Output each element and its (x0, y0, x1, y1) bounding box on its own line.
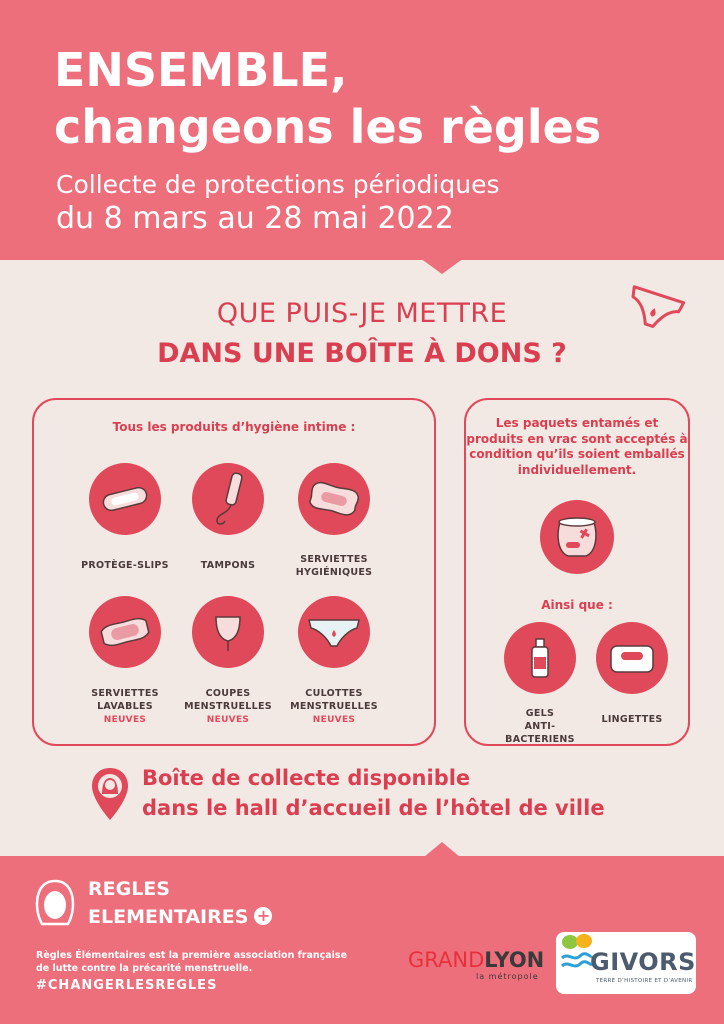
givors-tagline: TERRE D’HISTOIRE ET D’AVENIR (596, 978, 693, 984)
subtitle-dates: du 8 mars au 28 mai 2022 (56, 201, 454, 236)
panty-liner-icon (89, 463, 161, 535)
label-serviettes-hygieniques: SERVIETTES HYGIÉNIQUES (295, 554, 373, 578)
regles-elementaires-logo-icon (32, 878, 78, 930)
location-line1: Boîte de collecte disponible (142, 766, 471, 790)
givors-emblem-icon (560, 932, 594, 976)
location-pin-icon (90, 766, 130, 822)
grandlyon-logo: GRANDLYON (408, 948, 545, 972)
plus-icon: + (254, 907, 272, 925)
org-description-line1: Règles Élémentaires est la première association française (36, 950, 348, 961)
header-notch (420, 258, 464, 274)
label-protege-slips: PROTÈGE-SLIPS (81, 560, 169, 571)
tag-neuves: NEUVES (312, 714, 356, 725)
hand-gel-icon (504, 622, 576, 694)
header-banner (0, 0, 724, 260)
wrapped-bag-icon (540, 500, 614, 574)
wipes-icon (596, 622, 668, 694)
org-name-line2: ELEMENTAIRES + (88, 906, 272, 928)
grandlyon-subtitle: la métropole (476, 972, 539, 981)
also-label: Ainsi que : (541, 598, 613, 612)
org-description-line2: de lutte contre la précarité menstruelle. (36, 963, 253, 974)
tag-neuves: NEUVES (103, 714, 147, 725)
left-panel-title: Tous les produits d’hygiène intime : (112, 420, 356, 434)
label-lingettes: LINGETTES (601, 714, 663, 725)
footer-notch (424, 842, 460, 857)
page-title-line1: ENSEMBLE, (54, 43, 348, 97)
label-serviettes-lavables: SERVIETTES LAVABLES NEUVES (75, 688, 175, 726)
tampon-icon (192, 463, 264, 535)
right-panel-title: Les paquets entamés et produits en vrac sont acceptés à condition qu’ils soient emballés individuellement. (466, 416, 688, 477)
givors-logo-text: GIVORS (590, 948, 696, 976)
label-coupes-menstruelles: COUPES MENSTRUELLES NEUVES (178, 688, 278, 726)
location-line2: dans le hall d’accueil de l’hôtel de ville (142, 796, 605, 820)
org-name-line1: REGLES (88, 878, 170, 900)
question-line1: QUE PUIS-JE METTRE (216, 298, 508, 329)
label-culottes-menstruelles: CULOTTES MENSTRUELLES NEUVES (284, 688, 384, 726)
tag-neuves: NEUVES (206, 714, 250, 725)
period-underwear-icon (298, 596, 370, 668)
hashtag: #CHANGERLESREGLES (36, 978, 218, 993)
menstrual-cup-icon (192, 596, 264, 668)
page-title-line2: changeons les règles (54, 100, 602, 154)
label-gels: GELS ANTI-BACTERIENS (505, 708, 575, 745)
washable-pad-icon (89, 596, 161, 668)
panty-drop-icon (622, 282, 686, 338)
label-tampons: TAMPONS (200, 560, 256, 571)
subtitle-line1: Collecte de protections périodiques (56, 170, 500, 199)
sanitary-pad-icon (298, 463, 370, 535)
question-line2: DANS UNE BOÎTE À DONS ? (157, 338, 567, 369)
